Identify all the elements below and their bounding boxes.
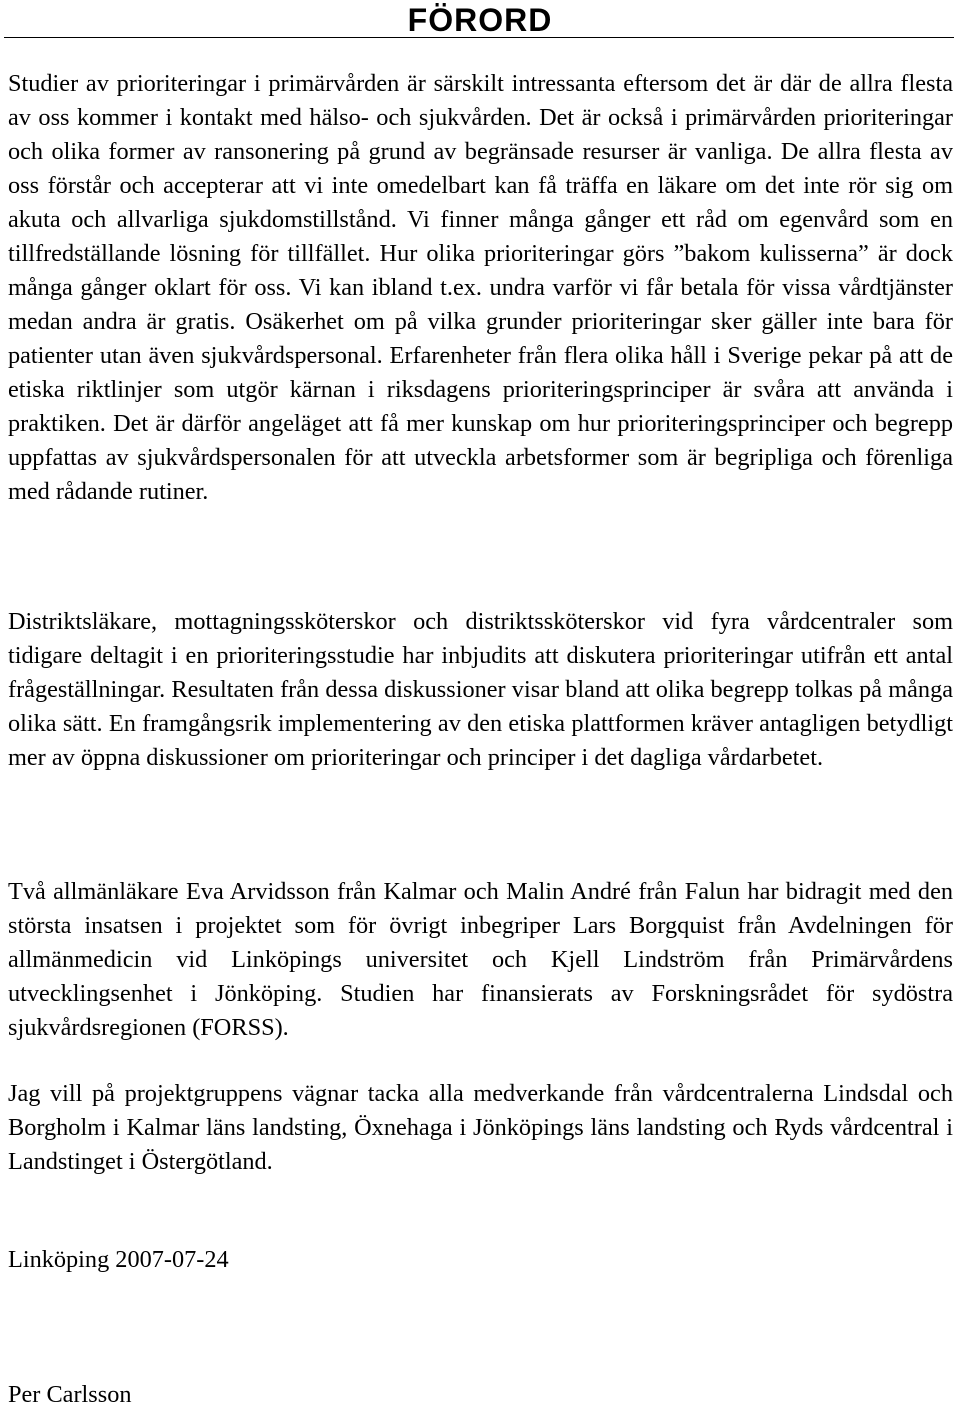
author-name: Per Carlsson: [8, 1381, 132, 1408]
paragraph-intro: Studier av prioriteringar i primärvården är särskilt intressanta eftersom det är där de allra flesta av oss kommer i kontakt med hälso- och sjukvården. Det är också i primärvården prioriteringar och olika former av ransonering på grund av begränsade resurser är vanliga. De allra flesta av oss förstår och accepterar att vi inte omedelbart kan få träffa en läkare om det inte rör sig om akuta och allvarliga sjukdomstillstånd. Vi finner många gånger ett råd om egenvård som en tillfredställande lösning för tillfället. Hur olika prioriteringar görs ”bakom kulisserna” är dock många gånger oklart för oss. Vi kan ibland t.ex. undra varför vi får betala för vissa vårdtjänster medan andra är gratis. Osäkerhet om på vilka grunder prioriteringar sker gäller inte bara för patienter utan även sjukvårdspersonal. Erfarenheter från flera olika håll i Sverige pekar på att de etiska riktlinjer som utgör kärnan i riksdagens prioriteringsprinciper är svåra att använda i praktiken. Det är därför angeläget att få mer kunskap om hur prioriteringsprinciper och begrepp uppfattas av sjukvårdspersonalen för att utveckla arbetsformer som är begripliga och förenliga med rådande rutiner.: [8, 70, 953, 505]
paragraph-contributors: Två allmänläkare Eva Arvidsson från Kalmar och Malin André från Falun har bidragit med den största insatsen i projektet som för övrigt inbegriper Lars Borgquist från Avdelningen för allmänmedicin vid Linköpings universitet och Kjell Lindström från Primärvårdens utvecklingsenhet i Jönköping. Studien har finansierats av Forskningsrådet för sydöstra sjukvårdsregionen (FORSS).: [8, 878, 953, 1041]
title-divider: [4, 37, 954, 38]
paragraph-thanks: Jag vill på projektgruppens vägnar tacka alla medverkande från vårdcentralerna Lindsdal och Borgholm i Kalmar läns landsting, Öxnehaga i Jönköpings läns landsting och Ryds vårdcentral i Landstinget i Östergötland.: [8, 1080, 953, 1175]
paragraph-study: Distriktsläkare, mottagningssköterskor och distriktssköterskor vid fyra vårdcentraler som tidigare deltagit i en prioriteringsstudie har inbjudits att diskutera prioriteringar utifrån ett antal frågeställningar. Resultaten från dessa diskussioner visar bland att olika begrepp tolkas på många olika sätt. En framgångsrik implementering av den etiska plattformen kräver antagligen betydligt mer av öppna diskussioner om prioriteringar och principer i det dagliga vårdarbetet.: [8, 608, 953, 771]
place-date: Linköping 2007-07-24: [8, 1246, 229, 1273]
page-title: FÖRORD: [407, 2, 553, 38]
